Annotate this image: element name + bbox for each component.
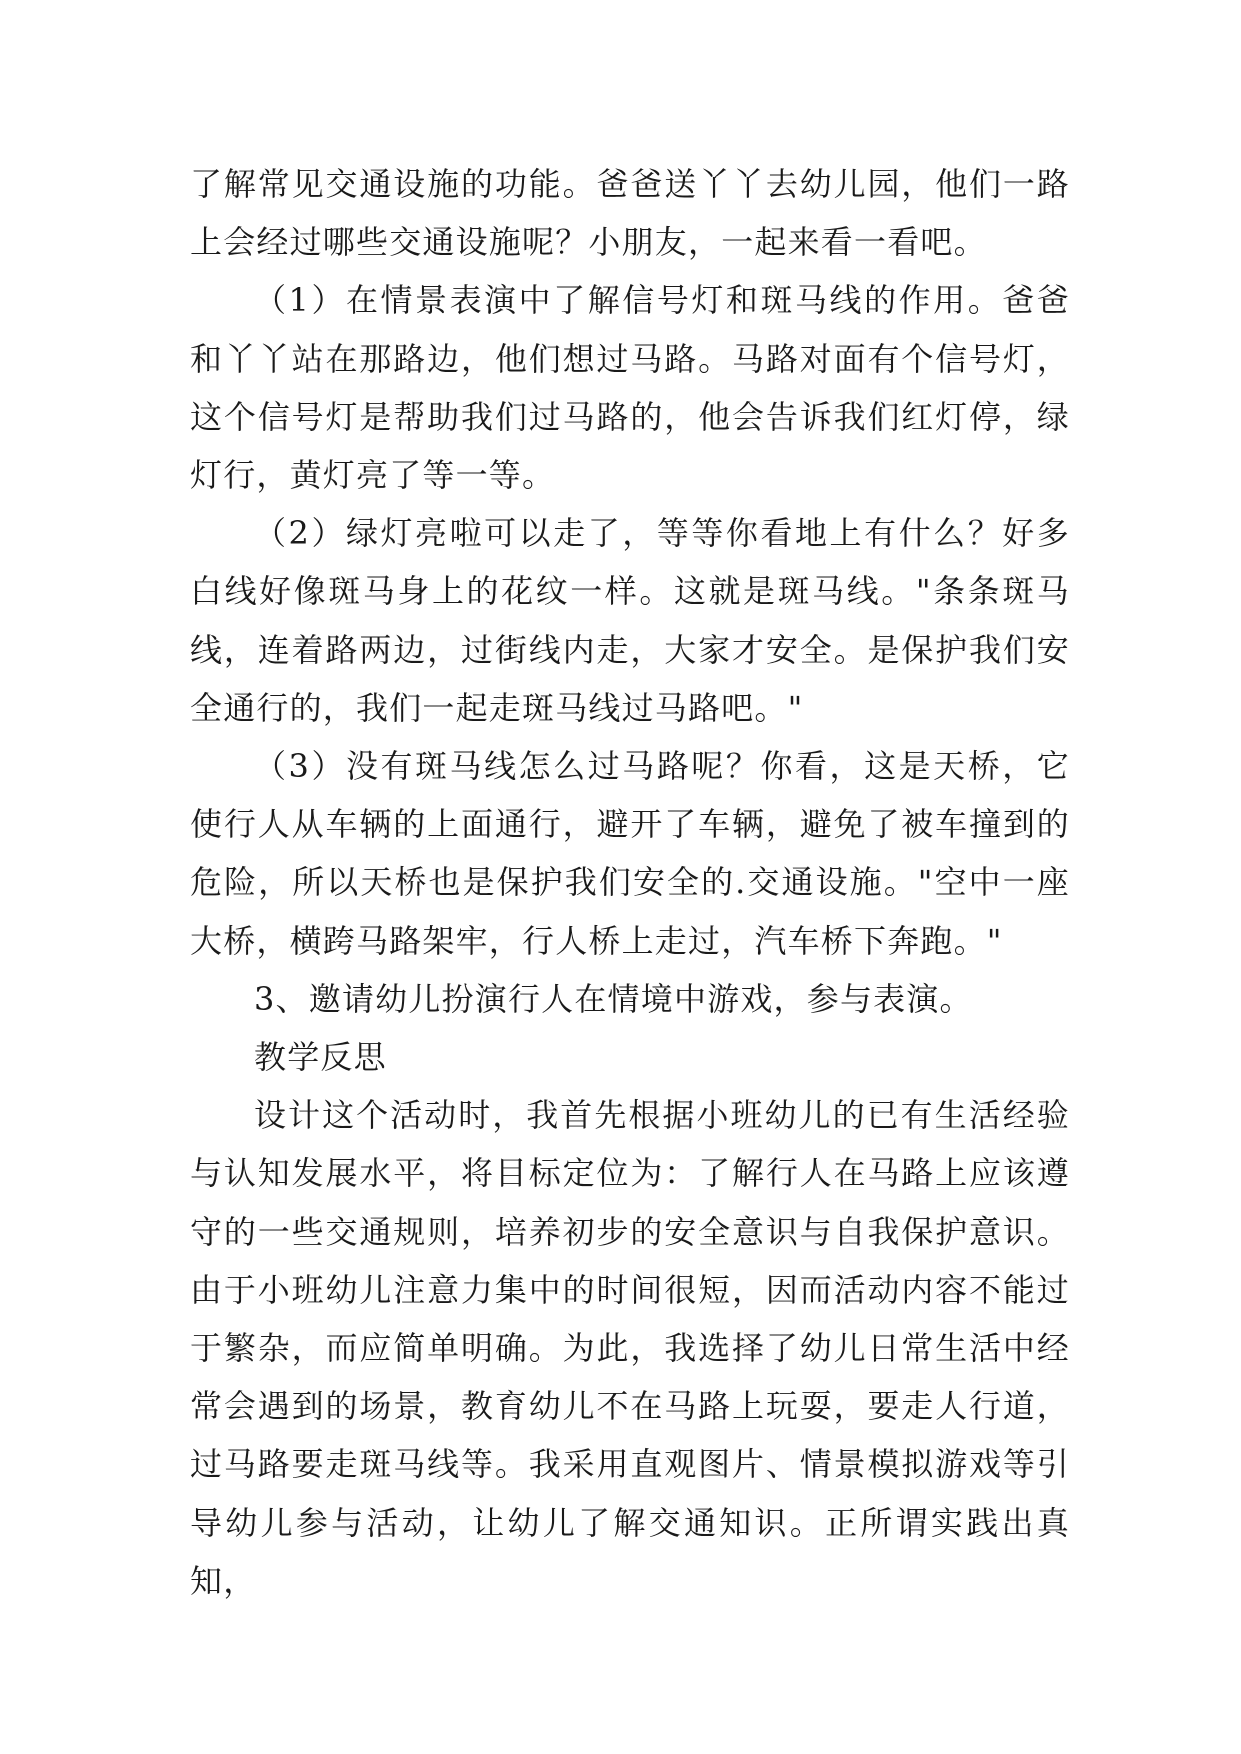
paragraph-step-2-zebra-crossing: （2）绿灯亮啦可以走了，等等你看地上有什么？好多白线好像斑马身上的花纹一样。这就是斑马线。"条条斑马线，连着路两边，过街线内走，大家才安全。是保护我们安全通行的，我们一起走斑马线过马路吧。" [190, 514, 1070, 727]
document-body [190, 155, 1070, 1610]
paragraph-activity-3: 3、邀请幼儿扮演行人在情境中游戏，参与表演。 [254, 979, 973, 1018]
paragraph-step-1-signal-light: （1）在情景表演中了解信号灯和斑马线的作用。爸爸和丫丫站在那路边，他们想过马路。马路对面有个信号灯，这个信号灯是帮助我们过马路的，他会告诉我们红灯停，绿灯行，黄灯亮了等一等。 [190, 281, 1070, 495]
paragraph-reflection: 设计这个活动时，我首先根据小班幼儿的已有生活经验与认知发展水平，将目标定位为：了解行人在马路上应该遵守的一些交通规则，培养初步的安全意识与自我保护意识。由于小班幼儿注意力集中的时间很短，因而活动内容不能过于繁杂，而应简单明确。为此，我选择了幼儿日常生活中经常会遇到的场景，教育幼儿不在马路上玩耍，要走人行道，过马路要走斑马线等。我采用直观图片、情景模拟游戏等引导幼儿参与活动，让幼儿了解交通知识。正所谓实践出真知， [190, 1096, 1070, 1600]
section-heading-teaching-reflection: 教学反思 [254, 1038, 387, 1077]
paragraph-facility-intro: 了解常见交通设施的功能。爸爸送丫丫去幼儿园，他们一路上会经过哪些交通设施呢？小朋友，一起来看一看吧。 [190, 165, 1070, 262]
paragraph-step-3-overpass: （3）没有斑马线怎么过马路呢？你看，这是天桥，它使行人从车辆的上面通行，避开了车辆，避免了被车撞到的危险，所以天桥也是保护我们安全的.交通设施。"空中一座大桥，横跨马路架牢，行人桥上走过，汽车桥下奔跑。" [190, 747, 1070, 960]
